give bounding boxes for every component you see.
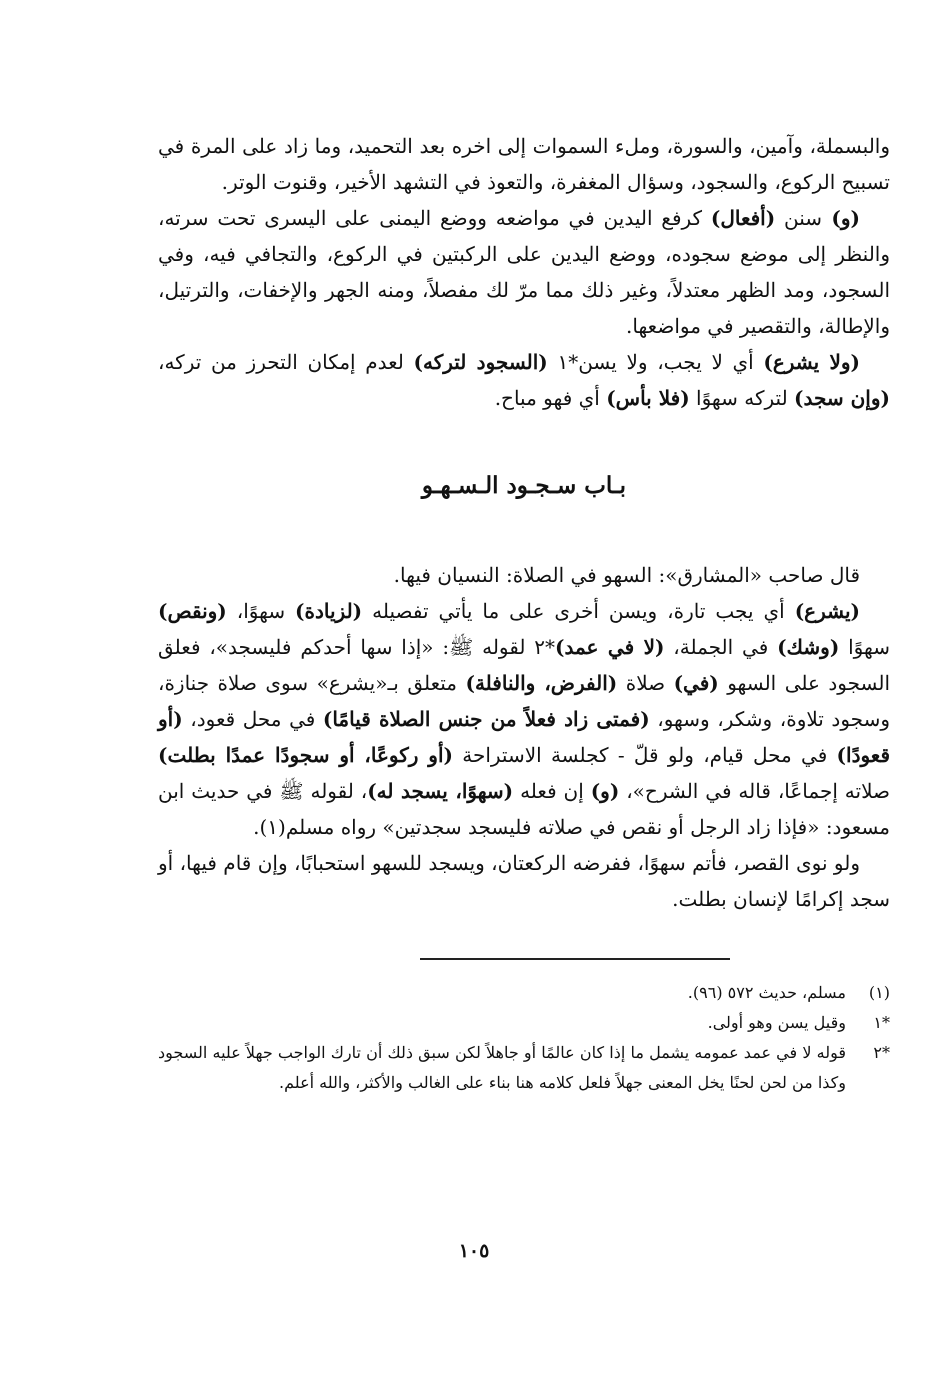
bold-term: (أو قعودًا) [158,707,891,767]
bold-term: (و) [590,779,620,803]
bold-term: (أو ركوعًا، أو سجودًا عمدًا بطلت) [158,743,453,767]
footnote-text: مسلم، حديث ٥٧٢ (٩٦). [687,983,846,1002]
paragraph [158,128,890,200]
footnote [158,978,890,1008]
footnote-mark: *٢ [873,1043,890,1062]
bold-term: (لا في عمد) [555,635,665,659]
section-title: بـاب سـجـود الـسـهـو [421,472,627,499]
text-run: أي فهو مباح. [494,386,607,410]
paragraph [158,845,890,917]
bold-term: (سهوًا، يسجد له) [367,779,514,803]
footnote-text: وقيل يسن وهو أولى. [707,1013,846,1032]
text-run: أي يجب تارة، ويسن أخرى على ما يأتي تفصيله [362,599,795,623]
body-text-top [158,128,890,416]
text-run: سنن [775,206,823,230]
text-run: في محل قعود، [182,707,323,731]
bold-term: (ولا يشرع) [763,350,861,374]
body-text-bottom [158,557,890,917]
bold-term: (يشرع) [794,599,860,623]
page-body [158,128,890,1375]
footnote [158,1008,890,1038]
text-run: سهوًا [839,635,890,659]
footnote-mark: *١ [873,1013,890,1032]
text-run: لتركه سهوًا [689,386,795,410]
text-run: سهوًا، [226,599,296,623]
page-number: ١٠٥ [458,1240,490,1262]
footnote-text: قوله لا في عمد عمومه يشمل ما إذا كان عالمًا أو جاهلاً لكن سبق ذلك أن تارك الواجب جهلاً عليه السجود وكذا من لحن لحنًا يخل المعنى جهلاً فلعل كلامه هنا بناء على الغالب والأكثر، والله أعلم. [158,1043,846,1092]
paragraph [158,200,890,344]
bold-term: (وإن سجد) [794,386,890,410]
text-run: صلاة [617,671,674,695]
bold-term: (و) [822,206,860,230]
text-run: متعلق بـ«يشرع» سوى صلاة جنازة، وسجود تلاوة، وشكر، وسهو، [158,671,890,731]
text-run: ، لقوله ﷺ في حديث ابن مسعود: «فإذا زاد الرجل أو نقص في صلاته فليسجد سجدتين» رواه مسلم(١). [158,779,890,839]
text-run: لعدم إمكان التحرز من تركه، [158,350,414,374]
paragraph [158,593,890,845]
bold-term: (الفرض، والنافلة) [465,671,618,695]
footnote [158,1038,890,1098]
bold-term: (وشك) [777,635,840,659]
text-run: قال صاحب «المشارق»: السهو في الصلاة: النسيان فيها. [393,563,860,587]
text-run: كرفع اليدين في مواضعه ووضع اليمنى على اليسرى تحت سرته، والنظر إلى موضع سجوده، ووضع اليدين على الركبتين في الركوع، والتجافي فيه، وفي السجود، ومد الظهر معتدلاً، وغير ذلك مما مرّ لك مفصلاً، ومنه الجهر والإخفات، والترتيل، والإطالة، والتقصير في مواضعها. [158,206,890,338]
bold-term: (لزيادة) [295,599,363,623]
footnote-divider [158,945,890,964]
paragraph [158,557,890,593]
footnote-mark: (١) [868,983,890,1002]
text-run: أي لا يجب، ولا يسن*١ [547,350,764,374]
bold-term: (فمتى زاد فعلاً من جنس الصلاة قيامًا) [322,707,650,731]
text-run: إن فعله [513,779,591,803]
bold-term: (في) [673,671,719,695]
bold-term: (أفعال) [710,206,776,230]
footnotes [158,978,890,1098]
paragraph [158,344,890,416]
bold-term: (فلا بأس) [606,386,690,410]
text-run: في محل قيام، ولو قلّ - كجلسة الاستراحة [452,743,837,767]
bold-term: (ونقص) [158,599,227,623]
bold-term: (السجود لتركه) [413,350,548,374]
text-run: في الجملة، [664,635,778,659]
text-run: *٢ لقوله ﷺ: «إذا سها أحدكم فليسجد»، فعلق السجود على السهو [158,635,891,695]
text-run: والبسملة، وآمين، والسورة، وملء السموات إلى اخره بعد التحميد، وما زاد على المرة في تسبيح الركوع، والسجود، وسؤال المغفرة، والتعوذ في التشهد الأخير، وقنوت الوتر. [158,134,890,194]
text-run: ولو نوى القصر، فأتم سهوًا، ففرضه الركعتان، ويسجد للسهو استحبابًا، وإن قام فيها، أو سجد إكرامًا لإنسان بطلت. [158,851,890,911]
text-run: صلاته إجماعًا، قاله في الشرح»، [619,779,891,803]
